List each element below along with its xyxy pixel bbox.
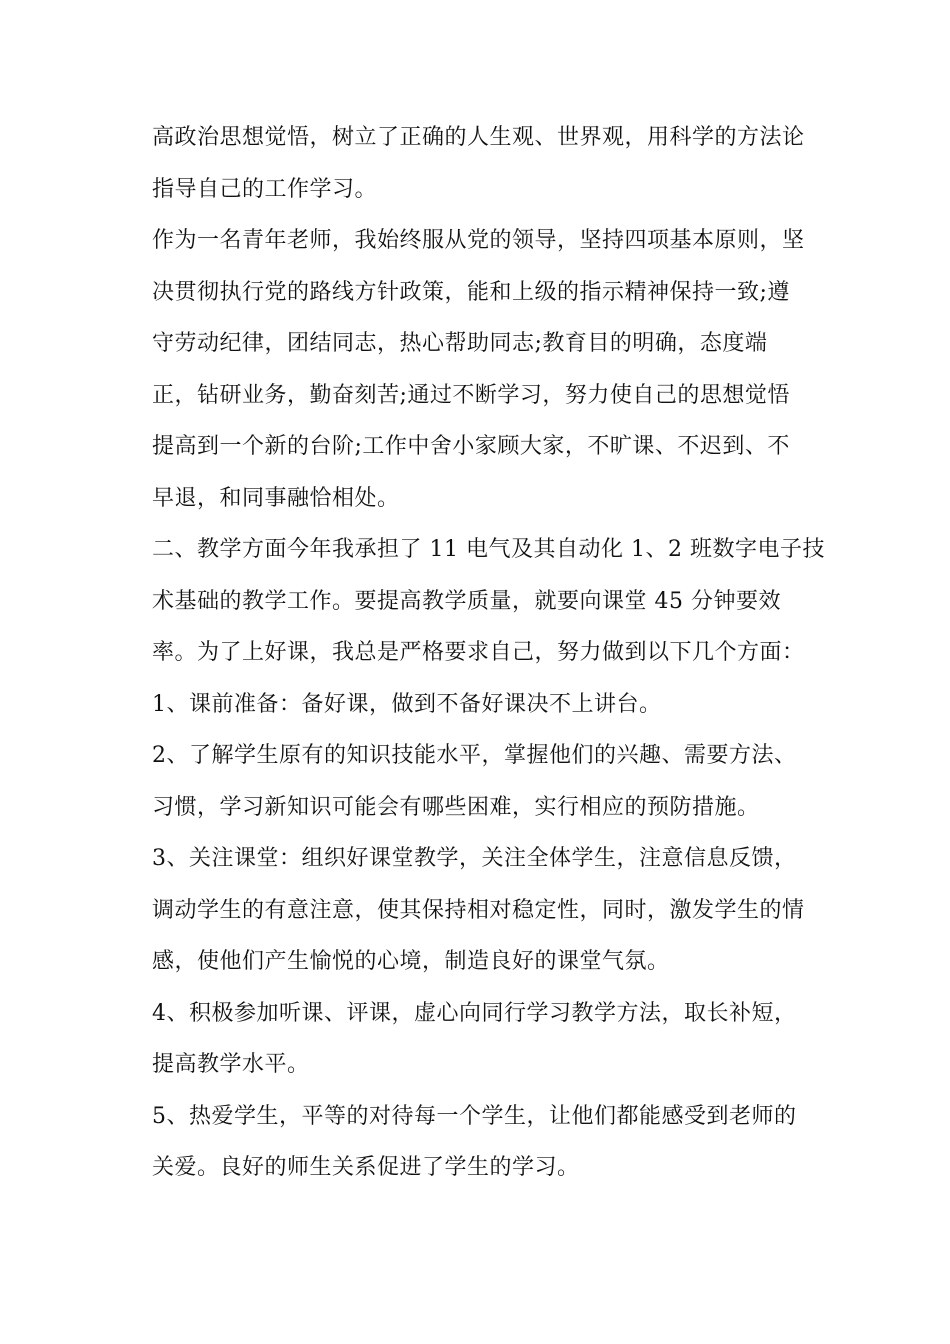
text-line: 1、课前准备：备好课，做到不备好课决不上讲台。 xyxy=(152,691,662,717)
text-line: 4、积极参加听课、评课，虚心向同行学习教学方法，取长补短， xyxy=(152,1000,797,1026)
text-line: 率。为了上好课，我总是严格要求自己，努力做到以下几个方面： xyxy=(152,640,805,665)
document-body xyxy=(152,112,825,1194)
text-line: 早退，和同事融恰相处。 xyxy=(152,485,400,511)
text-line: 感，使他们产生愉悦的心境，制造良好的课堂气氛。 xyxy=(152,949,670,974)
text-line: 3、关注课堂：组织好课堂教学，关注全体学生，注意信息反馈， xyxy=(152,846,797,871)
text-line: 习惯，学习新知识可能会有哪些困难，实行相应的预防措施。 xyxy=(152,794,760,820)
text-line: 提高教学水平。 xyxy=(152,1052,310,1077)
text-line: 守劳动纪律，团结同志，热心帮助同志;教育目的明确，态度端 xyxy=(152,331,768,356)
text-line: 2、了解学生原有的知识技能水平，掌握他们的兴趣、需要方法、 xyxy=(152,743,797,768)
text-line: 二、教学方面今年我承担了 11 电气及其自动化 1、2 班数字电子技 xyxy=(152,537,825,562)
text-line: 指导自己的工作学习。 xyxy=(152,176,378,202)
text-line: 5、热爱学生，平等的对待每一个学生，让他们都能感受到老师的 xyxy=(152,1103,797,1129)
text-line: 术基础的教学工作。要提高教学质量，就要向课堂 45 分钟要效 xyxy=(152,588,781,614)
text-line: 正，钻研业务，勤奋刻苦;通过不断学习，努力使自己的思想觉悟 xyxy=(152,382,790,408)
text-line: 提高到一个新的台阶;工作中舍小家顾大家，不旷课、不迟到、不 xyxy=(152,434,790,459)
text-line: 作为一名青年老师，我始终服从党的领导，坚持四项基本原则，坚 xyxy=(152,228,805,253)
text-line: 关爱。良好的师生关系促进了学生的学习。 xyxy=(152,1155,580,1180)
text-line: 高政治思想觉悟，树立了正确的人生观、世界观，用科学的方法论 xyxy=(152,125,805,150)
text-line: 调动学生的有意注意，使其保持相对稳定性，同时，激发学生的情 xyxy=(152,897,805,923)
text-line: 决贯彻执行党的路线方针政策，能和上级的指示精神保持一致;遵 xyxy=(152,279,790,305)
